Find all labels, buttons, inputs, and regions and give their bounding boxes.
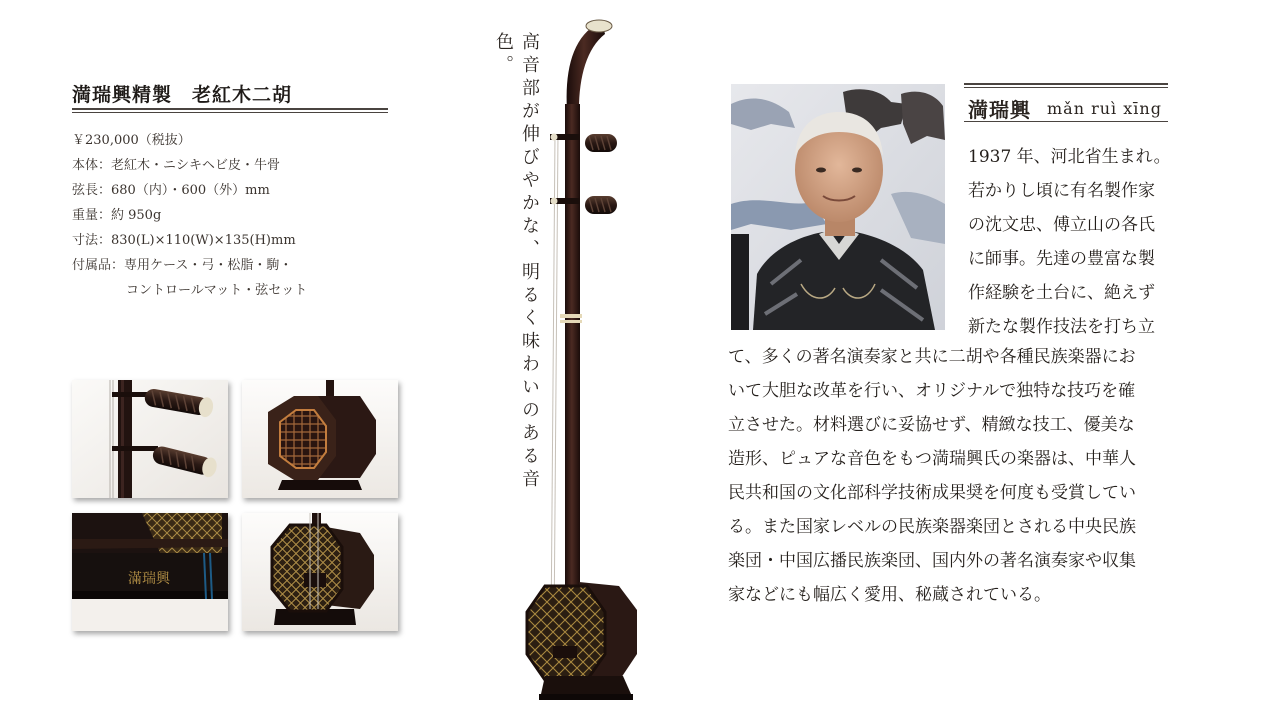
spec-list bbox=[72, 128, 307, 303]
bio-line: 若かりし頃に有名製作家 bbox=[968, 181, 1155, 201]
product-title: 満瑞興精製 老紅木二胡 bbox=[72, 84, 293, 106]
bio-line: 民共和国の文化部科学技術成果奨を何度も受賞してい bbox=[728, 483, 1136, 503]
spec-dimensions: 寸法：830(L)×110(W)×135(H)mm bbox=[72, 233, 296, 248]
bio-line: 新たな製作技法を打ち立 bbox=[968, 317, 1155, 337]
spec-accessories-continued: コントロールマット・弦セット bbox=[126, 283, 308, 298]
soundbox-front-photo bbox=[242, 513, 398, 631]
maker-pinyin: mǎn ruì xīng bbox=[1047, 99, 1162, 118]
bio-line: 1937 年、河北省生まれ。 bbox=[968, 147, 1171, 167]
bio-line: て、多くの著名演奏家と共に二胡や各種民族楽器にお bbox=[728, 347, 1136, 367]
erhu-photo bbox=[505, 14, 655, 704]
maker-bio-body bbox=[728, 340, 1188, 612]
bio-line: 造形、ピュアな音色をもつ満瑞興氏の楽器は、中華人 bbox=[728, 449, 1136, 469]
spec-string-length: 弦長：680（内）・600（外）mm bbox=[72, 183, 270, 198]
maker-bio-intro bbox=[968, 140, 1188, 344]
bio-line: る。また国家レベルの民族楽器楽団とされる中央民族 bbox=[728, 517, 1136, 537]
svg-text:滿瑞興: 滿瑞興 bbox=[128, 571, 170, 587]
bio-line: に師事。先達の豊富な製 bbox=[968, 249, 1155, 269]
bio-line: 楽団・中国広播民族楽団、国内外の著名演奏家や収集 bbox=[728, 551, 1136, 571]
tuning-pegs-photo bbox=[72, 380, 228, 498]
soundbox-base-photo bbox=[72, 513, 228, 631]
spec-body: 本体：老紅木・ニシキヘビ皮・牛骨 bbox=[72, 158, 281, 173]
name-rule-top bbox=[964, 83, 1168, 88]
maker-name: 満瑞興 bbox=[968, 98, 1031, 122]
bio-line: の沈文忠、傅立山の各氏 bbox=[968, 215, 1155, 235]
bio-line: 立させた。材料選びに妥協せず、精緻な技工、優美な bbox=[728, 415, 1135, 435]
bio-line: 家などにも幅広く愛用、秘蔵されている。 bbox=[728, 585, 1051, 605]
spec-price: ￥230,000（税抜） bbox=[72, 133, 191, 148]
soundbox-back-photo bbox=[242, 380, 398, 498]
bio-line: 作経験を土台に、絶えず bbox=[968, 283, 1155, 303]
name-rule-bottom bbox=[964, 121, 1168, 122]
tagline: 高音部が伸びやかな、明るく味わいのある音色。 bbox=[493, 32, 540, 492]
title-rule bbox=[72, 108, 388, 113]
maker-portrait-photo bbox=[731, 84, 945, 330]
spec-accessories: 付属品：専用ケース・弓・松脂・駒・ bbox=[72, 258, 293, 273]
spec-weight: 重量：約 950g bbox=[72, 208, 162, 223]
bio-line: いて大胆な改革を行い、オリジナルで独特な技巧を確 bbox=[728, 381, 1136, 401]
